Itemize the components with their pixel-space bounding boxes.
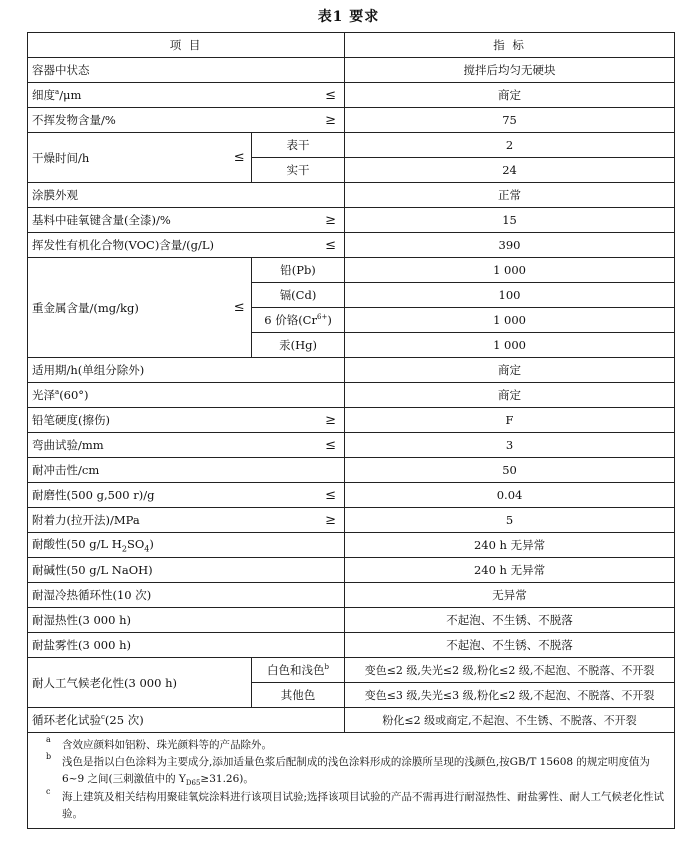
row-value: 变色≤3 级,失光≤3 级,粉化≤2 级,不起泡、不脱落、不开裂: [345, 683, 675, 708]
row-name: 附着力(拉开法)/MPa: [28, 508, 252, 533]
sub-item-label: 实干: [252, 158, 345, 183]
sub-item-label: 白色和浅色$^b$: [252, 658, 345, 683]
row-name: 涂膜外观: [28, 183, 345, 208]
row-value: 1 000: [345, 308, 675, 333]
table-row: [28, 208, 675, 233]
row-value: 粉化≤2 级或商定,不起泡、不生锈、不脱落、不开裂: [345, 708, 675, 733]
table-row: [28, 108, 675, 133]
operator-symbol: ≤: [252, 233, 345, 258]
table-row: [28, 708, 675, 733]
row-value: 390: [345, 233, 675, 258]
operator-symbol: ≤: [252, 83, 345, 108]
table-row: [28, 358, 675, 383]
row-name: 重金属含量/(mg/kg): [28, 258, 228, 358]
row-value: 50: [345, 458, 675, 483]
row-name: 弯曲试验/mm: [28, 433, 252, 458]
operator-symbol: ≤: [228, 133, 252, 183]
row-name: 细度$^a$/μm: [28, 83, 252, 108]
operator-symbol: ≤: [252, 433, 345, 458]
footnote-text: 含效应颜料如铝粉、珠光颜料等的产品除外。: [62, 739, 272, 751]
sub-item-label: 镉(Cd): [252, 283, 345, 308]
table-row: [28, 658, 675, 683]
header-indicator: 指 标: [345, 33, 675, 58]
row-value: 75: [345, 108, 675, 133]
table-row: [28, 633, 675, 658]
row-value: 商定: [345, 83, 675, 108]
row-value: 商定: [345, 383, 675, 408]
sub-item-label: 汞(Hg): [252, 333, 345, 358]
row-value: 0.04: [345, 483, 675, 508]
footnote-mark: c: [46, 786, 51, 796]
row-name: 耐碱性(50 g/L NaOH): [28, 558, 345, 583]
table-row: [28, 58, 675, 83]
row-name: 耐湿冷热循环性(10 次): [28, 583, 345, 608]
row-value: 15: [345, 208, 675, 233]
footnote-text: 浅色是指以白色涂料为主要成分,添加适量色浆后配制成的浅色涂料形成的涂膜所呈现的浅颜色,按GB/T 15608 的规定明度值为 6~9 之间(三刺激值中的 Y: [62, 755, 650, 785]
row-name: 耐人工气候老化性(3 000 h): [28, 658, 252, 708]
header-item: 项 目: [28, 33, 345, 58]
row-value: F: [345, 408, 675, 433]
row-name: 基料中硅氧键含量(全漆)/%: [28, 208, 252, 233]
row-name: 挥发性有机化合物(VOC)含量/(g/L): [28, 233, 252, 258]
sub-item-label: 其他色: [252, 683, 345, 708]
row-name: 耐盐雾性(3 000 h): [28, 633, 345, 658]
operator-symbol: ≥: [252, 508, 345, 533]
table-notes: [28, 733, 675, 829]
row-value: 不起泡、不生锈、不脱落: [345, 608, 675, 633]
row-value: 100: [345, 283, 675, 308]
table-row: [28, 233, 675, 258]
table-row: [28, 458, 675, 483]
operator-symbol: ≥: [252, 108, 345, 133]
row-name: 适用期/h(单组分除外): [28, 358, 345, 383]
requirements-table: [27, 32, 675, 829]
sub-item-label: 6 价铬$(Cr^{6+})$: [252, 308, 345, 333]
row-value: 1 000: [345, 258, 675, 283]
sub-item-label: 表干: [252, 133, 345, 158]
table-row: [28, 433, 675, 458]
footnote-mark: a: [46, 735, 51, 744]
table-row: [28, 558, 675, 583]
footnote-text: 海上建筑及相关结构用聚硅氧烷涂料进行该项目试验;选择该项目试验的产品不需再进行耐湿热性、耐盐雾性、耐人工气候老化性试验。: [62, 790, 665, 820]
row-name: 光泽$^a$(60°): [28, 383, 345, 408]
footnote-a: [46, 737, 666, 754]
row-value: 搅拌后均匀无硬块: [345, 58, 675, 83]
operator-symbol: ≤: [252, 483, 345, 508]
row-value: 5: [345, 508, 675, 533]
table-row: [28, 483, 675, 508]
table-row: [28, 608, 675, 633]
row-value: 3: [345, 433, 675, 458]
footnote-mark: b: [46, 751, 52, 761]
row-name: 耐磨性(500 g,500 r)/g: [28, 483, 252, 508]
row-value: 240 h 无异常: [345, 558, 675, 583]
row-name: 不挥发物含量/%: [28, 108, 252, 133]
table-row: [28, 508, 675, 533]
footnote-c: [46, 786, 666, 823]
table-row: [28, 533, 675, 558]
operator-symbol: ≤: [228, 258, 252, 358]
row-name: 耐冲击性/cm: [28, 458, 345, 483]
table-row: [28, 258, 675, 283]
table-row: [28, 408, 675, 433]
row-value: 变色≤2 级,失光≤2 级,粉化≤2 级,不起泡、不脱落、不开裂: [345, 658, 675, 683]
row-value: 240 h 无异常: [345, 533, 675, 558]
row-value: 商定: [345, 358, 675, 383]
notes-row: [28, 733, 675, 829]
row-name: 耐湿热性(3 000 h): [28, 608, 345, 633]
table-row: [28, 133, 675, 158]
footnote-b: b 浅色是指以白色涂料为主要成分,添加适量色浆后配制成的浅色涂料形成的涂膜所呈现的浅颜色,按GB/T 15608 的规定明度值为 6~9 之间(三刺激值中的 $Y_{D65}\ge 31.26$)。: [46, 751, 650, 787]
table-row: [28, 583, 675, 608]
row-value: 2: [345, 133, 675, 158]
table-header-row: [28, 33, 675, 58]
row-value: 不起泡、不生锈、不脱落: [345, 633, 675, 658]
row-name: 铅笔硬度(擦伤): [28, 408, 252, 433]
row-value: 无异常: [345, 583, 675, 608]
row-name: 耐酸性(50 g/L $H_2SO_4$): [28, 533, 345, 558]
row-value: 24: [345, 158, 675, 183]
row-value: 1 000: [345, 333, 675, 358]
table-row: [28, 183, 675, 208]
row-name: 干燥时间/h: [28, 133, 228, 183]
row-value: 正常: [345, 183, 675, 208]
row-name: 循环老化试验$^c$(25 次): [28, 708, 345, 733]
sub-item-label: 铅(Pb): [252, 258, 345, 283]
table-row: [28, 83, 675, 108]
operator-symbol: ≥: [252, 208, 345, 233]
table-title: 表1 要求: [317, 9, 380, 25]
operator-symbol: ≥: [252, 408, 345, 433]
table-row: [28, 383, 675, 408]
row-name: 容器中状态: [28, 58, 345, 83]
